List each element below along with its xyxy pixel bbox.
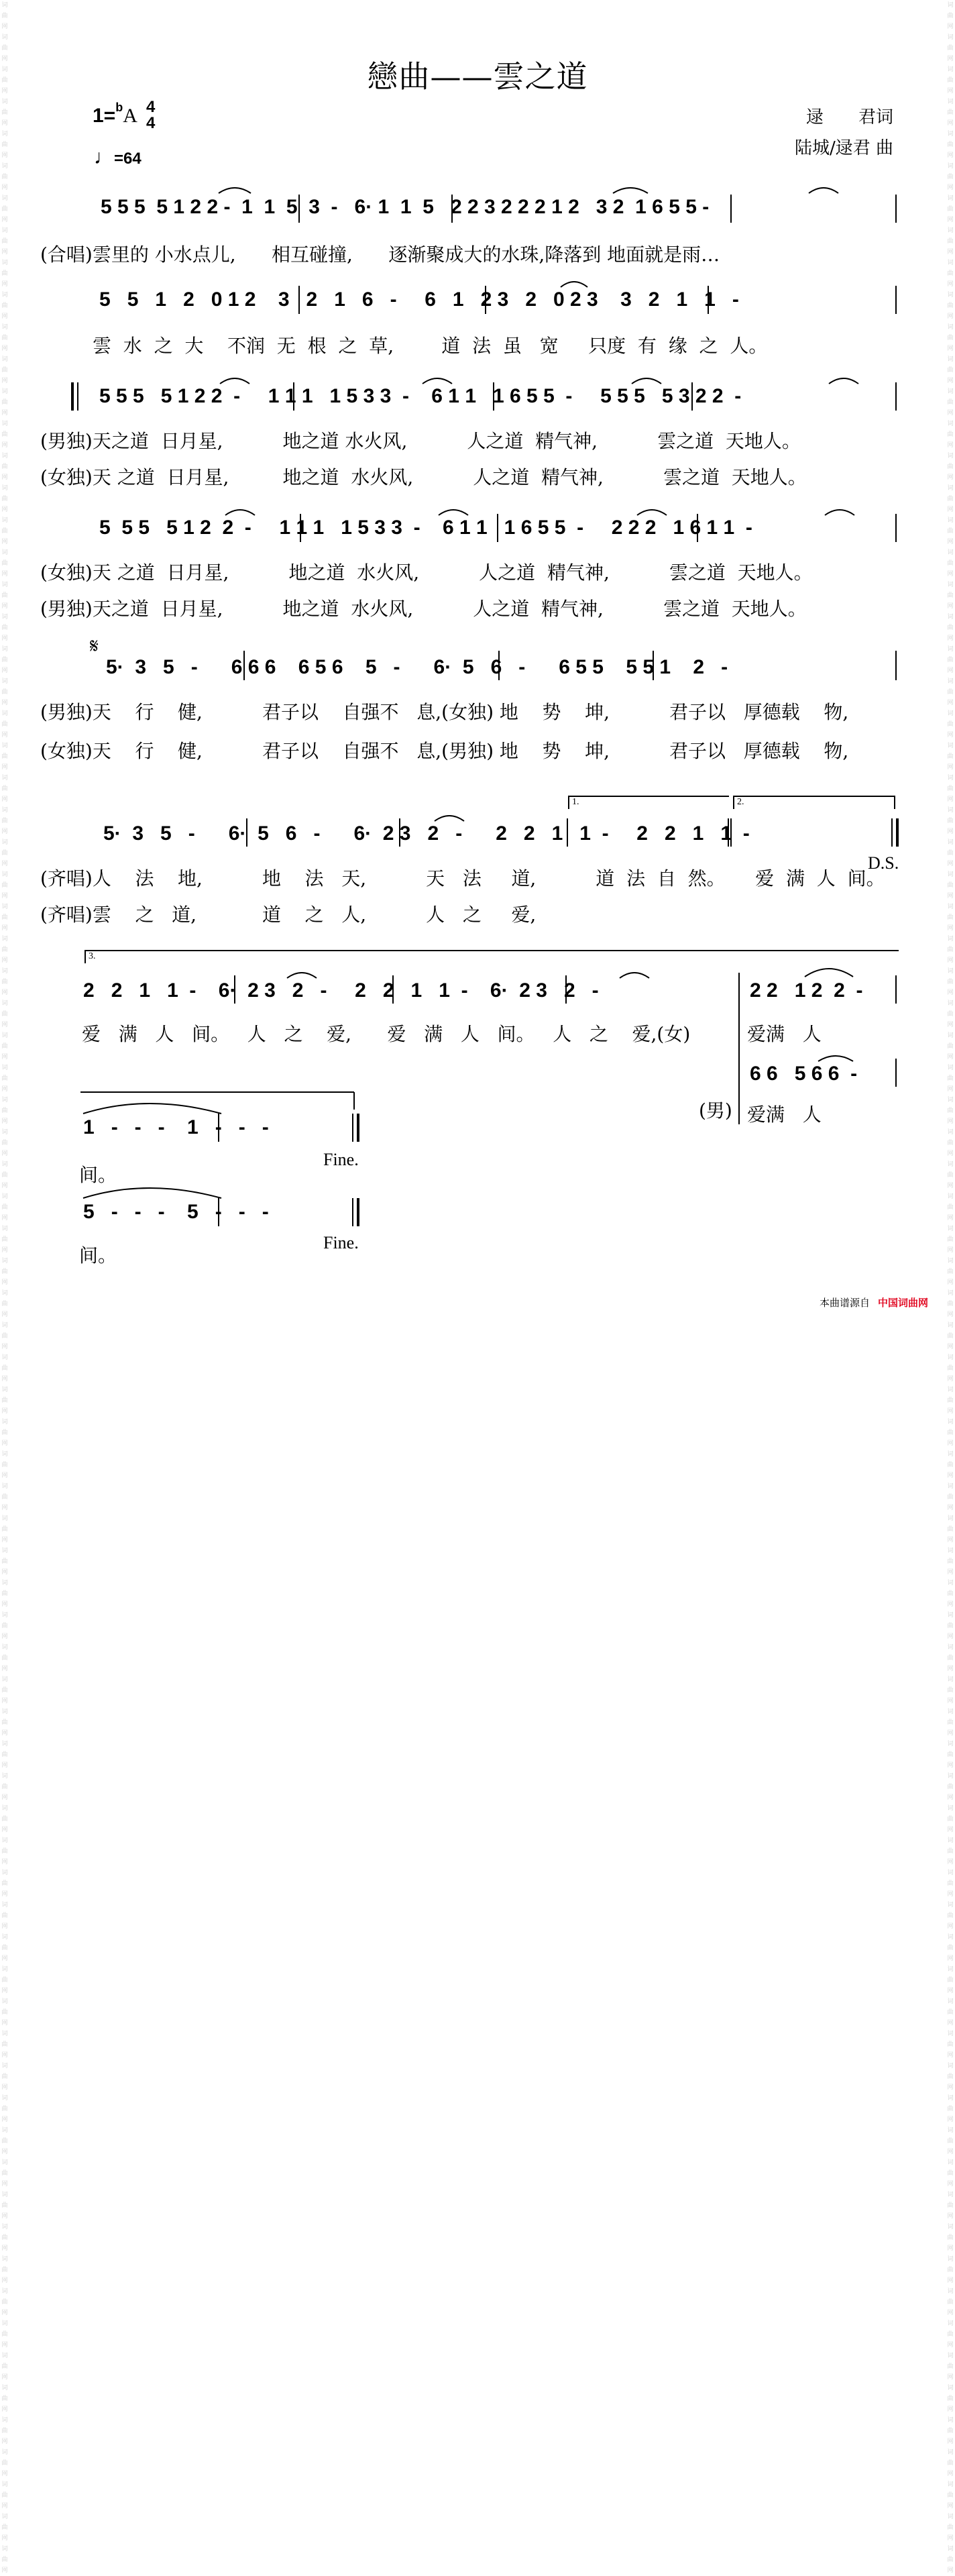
lyric-line-9: (齐唱)人 法 地, 地 法 天, 天 法 道, 道 法 自 然。 爱 满 人 间。 <box>40 867 885 890</box>
composer-credit: 陆城/逯君 曲 <box>794 138 893 158</box>
time-bottom: 4 <box>146 114 156 132</box>
fine-mark-1: Fine. <box>323 1150 359 1169</box>
lyric-final-1: 间。 <box>79 1164 117 1186</box>
slur <box>829 378 858 384</box>
notation-row-final-2: 5 - - - 5 - - - <box>83 1201 269 1223</box>
slur <box>423 378 452 384</box>
fine-mark-2: Fine. <box>323 1233 359 1252</box>
segno-sign: 𝄋 <box>90 635 99 658</box>
slur <box>825 510 854 515</box>
lyric-line-men: 爱满 人 <box>747 1104 822 1126</box>
tempo-value: =64 <box>114 150 142 168</box>
lyric-line-8: (女独)天 行 健, 君子以 自强不 息,(男独) 地 势 坤, 君子以 厚德载 物, <box>40 740 849 762</box>
lyric-line-1: (合唱)雲里的 小水点儿, 相互碰撞, 逐渐聚成大的水珠,降落到 地面就是雨… <box>40 244 720 266</box>
lyricist-credit: 逯 君词 <box>805 107 893 127</box>
slur <box>439 510 468 515</box>
slur <box>818 1056 853 1061</box>
volta-3-label: 3. <box>89 951 96 961</box>
footer-source: 本曲谱源自 <box>819 1297 870 1309</box>
slur <box>637 510 667 515</box>
right-watermark-strip: 词曲网词曲网词曲网词曲网词曲网词曲网词曲网词曲网词曲网词曲网词曲网词曲网词曲网词曲网词曲网词曲网词曲网词曲网词曲网词曲网词曲网词曲网词曲网词曲网词曲网词曲网词曲网词曲网词曲网词曲网词曲网词曲网词曲网词曲网词曲网词曲网词曲网词曲网词曲网词曲网词曲网词曲网词曲网词曲网词曲网词曲网词曲网词曲网词曲网词曲网词曲网词曲网词曲网词曲网词曲网词曲网词曲网词曲网词曲网词曲网词曲网词曲网词曲网词曲网词曲网词曲网词曲网词曲网词曲网词曲网词曲网词曲网词曲网词曲网词曲网词曲网词曲网词曲网词曲网词曲网 <box>947 2 954 2574</box>
slur <box>219 188 251 193</box>
flat-sign: b <box>115 101 123 114</box>
slur <box>225 510 255 515</box>
tie <box>83 1104 221 1114</box>
slur <box>561 282 587 287</box>
slur <box>809 188 838 193</box>
notation-row-men: 6 6 5 6 6 - <box>750 1063 858 1085</box>
lyric-line-11: 爱 满 人 间。 人 之 爱, 爱 满 人 间。 人 之 爱,(女) <box>82 1023 691 1045</box>
notation-row-6: 5· 3 5 - 6· 5 6 - 6· 2 3 2 - 2 2 1 1 - 2 2 1 1 - <box>103 822 750 845</box>
volta-2-label: 2. <box>737 797 744 807</box>
lyric-line-5: (女独)天 之道 日月星, 地之道 水火风, 人之道 精气神, 雲之道 天地人。 <box>40 561 813 584</box>
lyric-line-7: (男独)天 行 健, 君子以 自强不 息,(女独) 地 势 坤, 君子以 厚德载 物, <box>40 701 849 723</box>
source-footer <box>820 1295 928 1309</box>
lyric-final-2: 间。 <box>79 1244 117 1267</box>
slur <box>620 973 649 978</box>
footer-brand[interactable]: 中国词曲网 <box>877 1297 928 1309</box>
notation-row-5: 5· 3 5 - 6 6 6 6 5 6 5 - 6· 5 6 - 6 5 5 5 5 1 2 - <box>106 656 728 678</box>
notation-row-1: 5 5 5 5 1 2 2 - 1 1 5 3 - 6· 1 1 5 2 2 3 2 2 2 1 2 3 2 1 6 5 5 - <box>101 196 710 218</box>
lyric-male-tag: (男) <box>699 1099 732 1122</box>
notation-row-4: 5 5 5 5 1 2 2 - 1 1 1 1 5 3 3 - 6 1 1 1 6 5 5 - 2 2 2 1 6 1 1 - <box>99 517 752 539</box>
lyric-line-3: (男独)天之道 日月星, 地之道 水火风, 人之道 精气神, 雲之道 天地人。 <box>40 430 801 452</box>
lyric-line-2: 雲 水 之 大 不润 无 根 之 草, 道 法 虽 宽 只度 有 缘 之 人。 <box>93 335 768 357</box>
dal-segno-mark: D.S. <box>868 853 899 873</box>
notation-row-3: 5 5 5 5 1 2 2 - 1 1 1 1 5 3 3 - 6 1 1 1 6 5 5 - 5 5 5 5 3 2 2 - <box>99 385 742 407</box>
lyric-line-6: (男独)天之道 日月星, 地之道 水火风, 人之道 精气神, 雲之道 天地人。 <box>40 598 807 620</box>
notation-row-final-1: 1 - - - 1 - - - <box>83 1116 269 1138</box>
volta-1-label: 1. <box>572 797 579 807</box>
notation-row-2: 5 5 1 2 0 1 2 3 2 1 6 - 6 1 2 3 2 0 2 3 3 2 1 1 - <box>99 288 739 311</box>
slur <box>287 973 317 978</box>
time-top: 4 <box>146 98 156 116</box>
left-watermark-strip: 词曲网词曲网词曲网词曲网词曲网词曲网词曲网词曲网词曲网词曲网词曲网词曲网词曲网词曲网词曲网词曲网词曲网词曲网词曲网词曲网词曲网词曲网词曲网词曲网词曲网词曲网词曲网词曲网词曲网词曲网词曲网词曲网词曲网词曲网词曲网词曲网词曲网词曲网词曲网词曲网词曲网词曲网词曲网词曲网词曲网词曲网词曲网词曲网词曲网词曲网词曲网词曲网词曲网词曲网词曲网词曲网词曲网词曲网词曲网词曲网词曲网词曲网词曲网词曲网词曲网词曲网词曲网词曲网词曲网词曲网词曲网词曲网词曲网词曲网词曲网词曲网词曲网词曲网词曲网词曲网 <box>1 2 8 2574</box>
key-name: A <box>123 105 137 127</box>
notation-row-7: 2 2 1 1 - 6· 2 3 2 - 2 2 1 1 - 6· 2 3 2 - <box>83 979 599 1002</box>
slur <box>435 816 464 821</box>
notation-row-women: 2 2 1 2 2 - <box>750 979 863 1002</box>
slur <box>632 378 661 384</box>
slur <box>220 378 249 384</box>
tie <box>83 1188 221 1198</box>
slur <box>613 188 648 193</box>
lyric-line-10: (齐唱)雲 之 道, 道 之 人, 人 之 爱, <box>40 904 537 926</box>
quarter-note-icon: ♩ <box>94 146 114 168</box>
key-prefix: 1= <box>93 105 116 127</box>
lyric-line-women: 爱满 人 <box>747 1023 822 1045</box>
lyric-line-4: (女独)天 之道 日月星, 地之道 水火风, 人之道 精气神, 雲之道 天地人。 <box>40 466 807 488</box>
song-title: 戀曲——雲之道 <box>367 58 588 95</box>
slur <box>805 969 853 977</box>
